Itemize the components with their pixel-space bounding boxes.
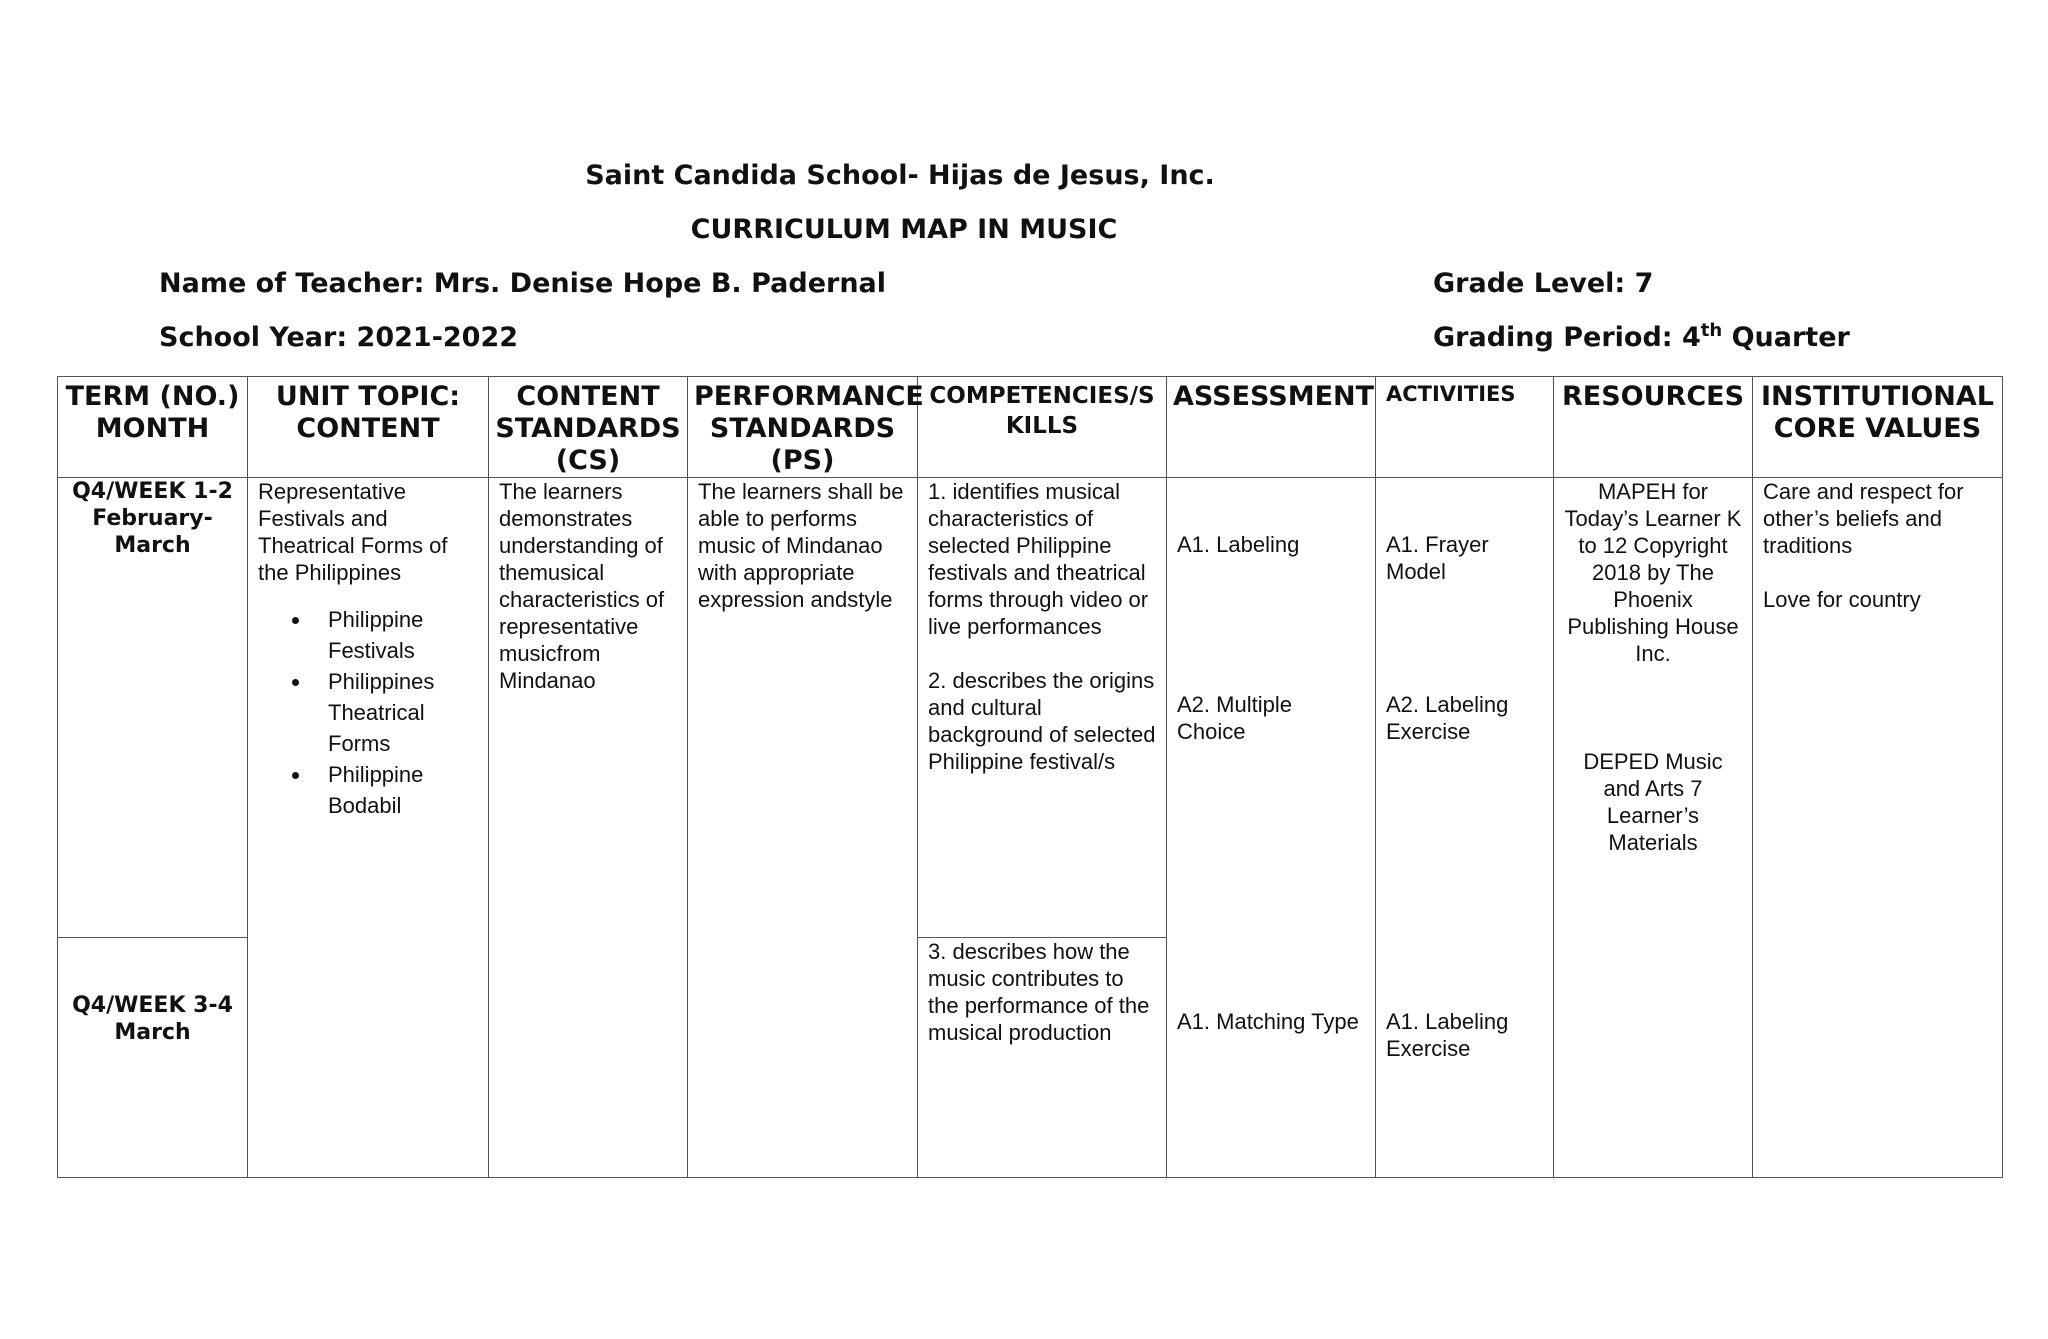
term-week-1-2: Q4/WEEK 1-2 February-March xyxy=(72,479,233,558)
list-item: Philippines Theatrical Forms xyxy=(328,666,478,759)
activity-1: A1. Frayer Model xyxy=(1386,532,1489,584)
core-values-cell xyxy=(1753,478,2003,1178)
core-value-2: Love for country xyxy=(1763,587,1921,612)
assessment-2: A2. Multiple Choice xyxy=(1177,692,1292,744)
curriculum-map-table xyxy=(57,376,2003,1178)
school-year: School Year: 2021-2022 xyxy=(159,322,519,353)
header-assessment: ASSESSMENT xyxy=(1167,377,1376,478)
resource-1: MAPEH for Today’s Learner K to 12 Copyright 2018 by The Phoenix Publishing House Inc. xyxy=(1564,479,1742,666)
grading-period-suffix: Quarter xyxy=(1722,322,1850,353)
performance-standards-text: The learners shall be able to performs music of Mindanao with appropriate expression andstyle xyxy=(698,479,904,612)
assessment-3: A1. Matching Type xyxy=(1177,1009,1359,1034)
activities-cell xyxy=(1376,478,1554,1178)
activity-3: A1. Labeling Exercise xyxy=(1386,1009,1509,1061)
header-content-standards: CONTENT STANDARDS (CS) xyxy=(489,377,688,478)
competency-1: 1. identifies musical characteristics of selected Philippine festivals and theatrical forms through video or live performances xyxy=(928,479,1149,639)
header-term: TERM (NO.) MONTH xyxy=(58,377,248,478)
header-performance-standards: PERFORMANCE STANDARDS (PS) xyxy=(688,377,918,478)
content-standards-cell xyxy=(489,478,688,1178)
document-title: CURRICULUM MAP IN MUSIC xyxy=(690,214,1118,245)
assessment-cell xyxy=(1167,478,1376,1178)
grading-period-prefix: Grading Period: 4 xyxy=(1433,322,1701,353)
content-standards-text: The learners demonstrates understanding of themusical characteristics of representative musicfrom Mindanao xyxy=(499,479,665,693)
unit-topic-list xyxy=(258,604,478,821)
list-item: Philippine Festivals xyxy=(328,604,478,666)
header-core-values: INSTITUTIONAL CORE VALUES xyxy=(1753,377,2003,478)
teacher-name: Name of Teacher: Mrs. Denise Hope B. Padernal xyxy=(159,268,887,299)
assessment-1: A1. Labeling xyxy=(1177,532,1300,557)
competency-3: 3. describes how the music contributes to the performance of the musical production xyxy=(928,939,1150,1045)
term-cell-week-1-2 xyxy=(58,478,248,938)
resources-cell xyxy=(1554,478,1753,1178)
grading-period xyxy=(1433,322,1850,353)
unit-topic-intro: Representative Festivals and Theatrical Forms of the Philippines xyxy=(258,479,448,585)
competency-2: 2. describes the origins and cultural background of selected Philippine festival/s xyxy=(928,668,1156,774)
resource-2: DEPED Music and Arts 7 Learner’s Materials xyxy=(1583,749,1723,855)
header-activities: ACTIVITIES xyxy=(1376,377,1554,478)
term-week-3-4: Q4/WEEK 3-4 March xyxy=(72,993,233,1045)
header-competencies: COMPETENCIES/S KILLS xyxy=(918,377,1167,478)
performance-standards-cell xyxy=(688,478,918,1178)
unit-topic-cell xyxy=(248,478,489,1178)
list-item: Philippine Bodabil xyxy=(328,759,478,821)
grade-level: Grade Level: 7 xyxy=(1433,268,1654,299)
grading-period-ordinal: th xyxy=(1700,320,1723,341)
header-resources: RESOURCES xyxy=(1554,377,1753,478)
activity-2: A2. Labeling Exercise xyxy=(1386,692,1509,744)
competencies-cell-week-3-4 xyxy=(918,938,1167,1178)
school-name: Saint Candida School- Hijas de Jesus, Inc. xyxy=(585,160,1215,191)
competencies-cell-week-1-2 xyxy=(918,478,1167,938)
core-value-1: Care and respect for other’s beliefs and traditions xyxy=(1763,479,1964,558)
term-cell-week-3-4 xyxy=(58,938,248,1178)
header-unit-topic: UNIT TOPIC: CONTENT xyxy=(248,377,489,478)
table-row xyxy=(58,478,2003,938)
table-header-row xyxy=(58,377,2003,478)
